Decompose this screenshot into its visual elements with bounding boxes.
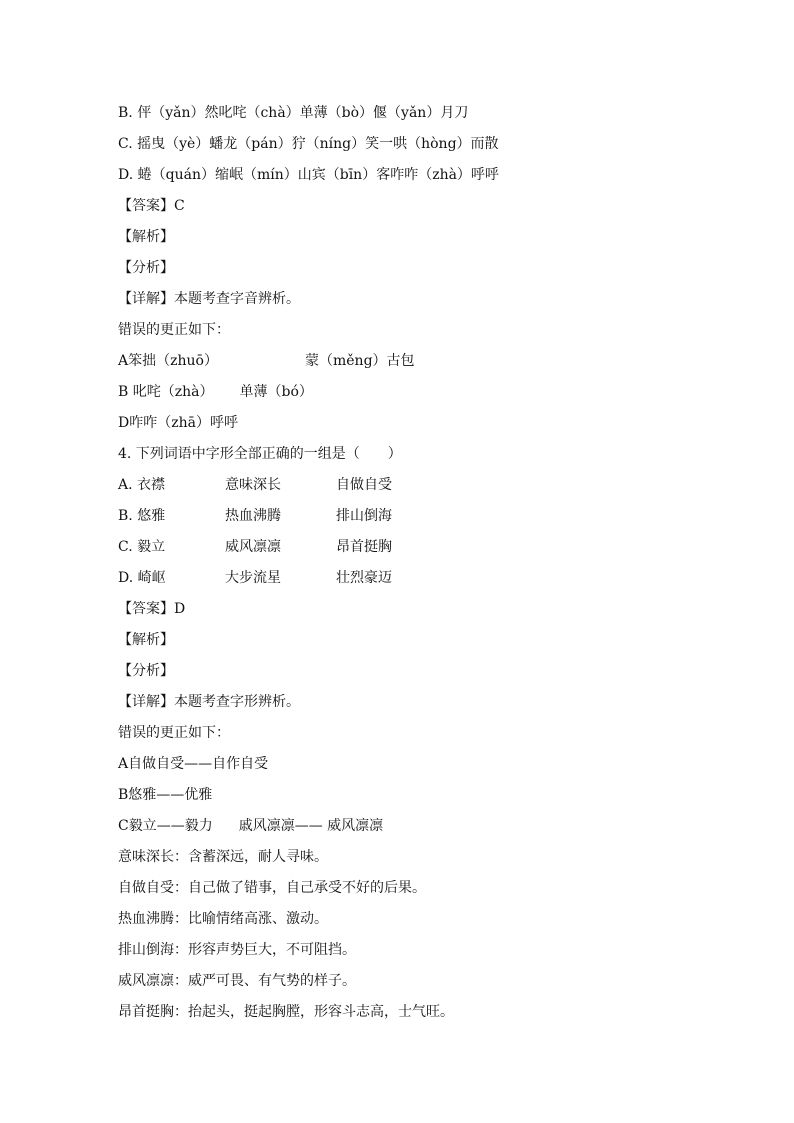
q4-option-d-word3: 壮烈豪迈: [336, 570, 392, 586]
q4-option-c: [118, 532, 738, 563]
q4-correction-c: [118, 811, 738, 842]
q4-fenxi-heading: 【分析】: [118, 663, 174, 679]
definition-3: 热血沸腾：比喻情绪高涨、激动。: [118, 911, 328, 927]
q3-correction-a: [118, 346, 738, 377]
q4-option-a-word3: 自做自受: [336, 477, 392, 493]
q4-correction-intro: 错误的更正如下：: [118, 725, 230, 741]
definition-5: 威风凛凛：威严可畏、有气势的样子。: [118, 973, 356, 989]
q3-correction-a-part2: 蒙（měng）古包: [305, 353, 415, 369]
q3-option-c: C. 摇曳（yè）蟠龙（pán）狞（níng）笑一哄（hòng）而散: [118, 136, 499, 152]
definition-2: 自做自受：自己做了错事，自己承受不好的后果。: [118, 880, 426, 896]
q4-option-c-word2: 威风凛凛: [225, 539, 281, 555]
document-page: [118, 98, 738, 1028]
q4-stem: 4. 下列词语中字形全部正确的一组是（ ）: [118, 446, 402, 462]
q3-fenxi-heading: 【分析】: [118, 260, 174, 276]
definition-6: 昂首挺胸：抬起头，挺起胸膛，形容斗志高，士气旺。: [118, 1004, 454, 1020]
q4-answer: 【答案】D: [118, 601, 186, 617]
q3-option-d: D. 蜷（quán）缩岷（mín）山宾（bīn）客咋咋（zhà）呼呼: [118, 167, 499, 183]
definition-1: 意味深长：含蓄深远，耐人寻味。: [118, 849, 328, 865]
q4-option-a-word1: A. 衣襟: [118, 477, 166, 493]
q3-detail: 【详解】本题考查字音辨析。: [118, 291, 300, 307]
q3-correction-d: D咋咋（zhā）呼呼: [118, 415, 238, 431]
q4-analysis-heading: 【解析】: [118, 632, 174, 648]
q4-correction-a: A自做自受——自作自受: [118, 756, 269, 772]
q4-option-b-word2: 热血沸腾: [225, 508, 281, 524]
q3-analysis-heading: 【解析】: [118, 229, 174, 245]
q3-option-b: B. 伻（yǎn）然叱咤（chà）单薄（bò）偃（yǎn）月刀: [118, 105, 469, 121]
q4-option-d-word2: 大步流星: [225, 570, 281, 586]
q4-option-d-word1: D. 崎岖: [118, 570, 166, 586]
q3-correction-b-part1: B 叱咤（zhà）: [118, 384, 214, 400]
q4-option-b-word1: B. 悠雅: [118, 508, 166, 524]
q4-correction-b: B悠雅——优雅: [118, 787, 213, 803]
q3-correction-a-part1: A笨拙（zhuō）: [118, 353, 218, 369]
q4-option-b: [118, 501, 738, 532]
q3-correction-b: [118, 377, 738, 408]
q4-option-a: [118, 470, 738, 501]
q4-option-d: [118, 563, 738, 594]
definition-4: 排山倒海：形容声势巨大，不可阻挡。: [118, 942, 356, 958]
q3-correction-b-part2: 单薄（bó）: [239, 384, 313, 400]
q3-answer: 【答案】C: [118, 198, 185, 214]
q3-correction-intro: 错误的更正如下：: [118, 322, 230, 338]
q4-option-c-word3: 昂首挺胸: [336, 539, 392, 555]
q4-option-c-word1: C. 毅立: [118, 539, 166, 555]
q4-correction-c-part1: C毅立——毅力: [118, 818, 213, 834]
q4-option-b-word3: 排山倒海: [336, 508, 392, 524]
q4-correction-c-part2: 戚风凛凛—— 威风凛凛: [238, 818, 384, 834]
q4-option-a-word2: 意味深长: [225, 477, 281, 493]
q4-detail: 【详解】本题考查字形辨析。: [118, 694, 300, 710]
